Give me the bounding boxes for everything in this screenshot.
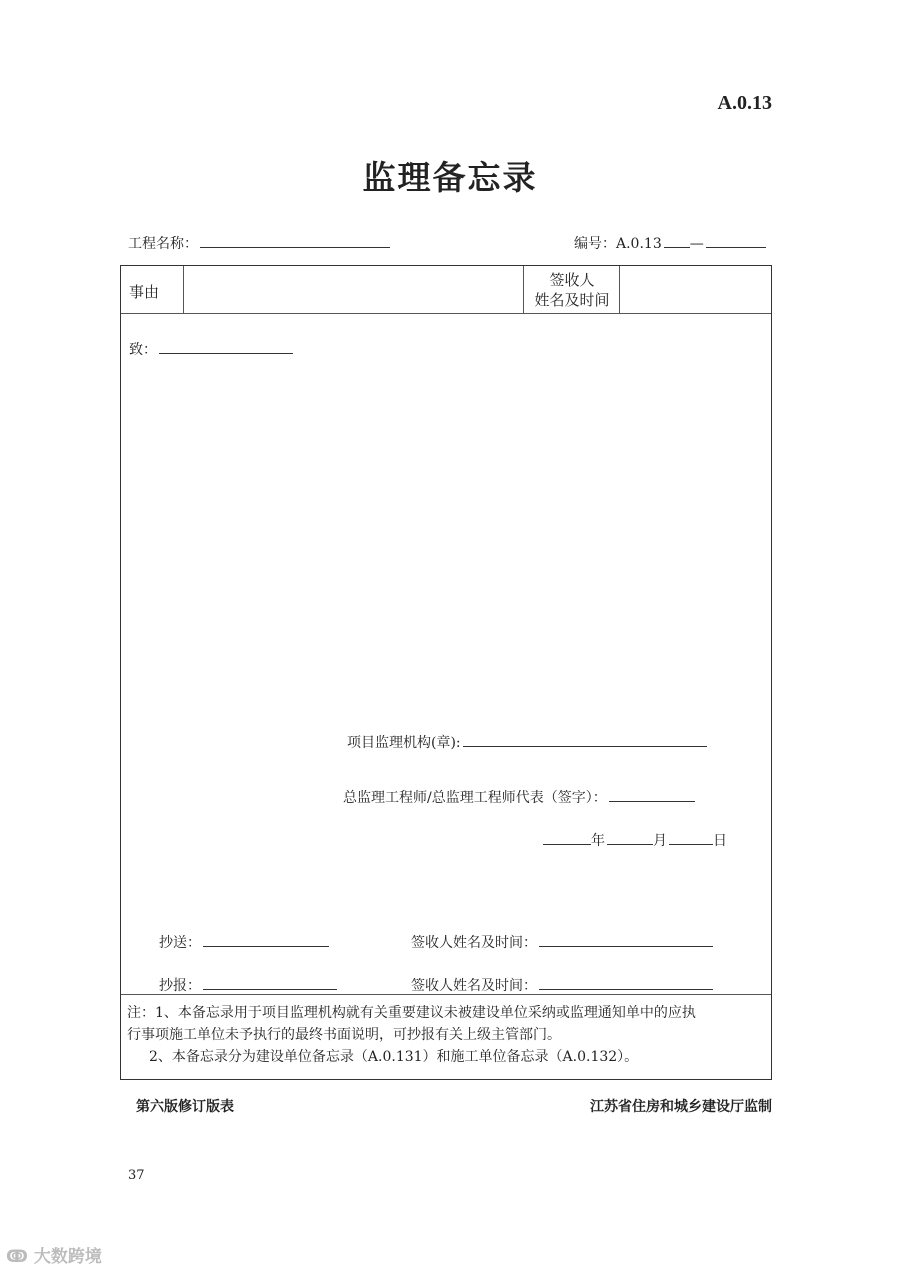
sign-header	[525, 270, 619, 310]
report-row	[159, 975, 337, 995]
note-line-3: 2、本备忘录分为建设单位备忘录（A.0.131）和施工单位备忘录（A.0.132）。	[149, 1049, 639, 1065]
month-field[interactable]	[607, 830, 653, 845]
divider	[121, 994, 771, 995]
form-number-label: 编号：A.0.13	[574, 236, 662, 252]
project-name-field[interactable]	[200, 233, 390, 248]
form-number-row	[574, 233, 766, 253]
engineer-row	[343, 787, 695, 807]
watermark	[6, 1242, 102, 1267]
cc-field[interactable]	[203, 932, 329, 947]
receiver-label-2: 签收人姓名及时间：	[411, 978, 537, 994]
engineer-signature-field[interactable]	[609, 787, 695, 802]
divider	[121, 313, 771, 314]
notes	[127, 1002, 767, 1068]
form-number-field-1[interactable]	[664, 233, 690, 248]
form-number-dash: —	[689, 236, 704, 252]
receiver-row-2	[411, 975, 713, 995]
receiver-field-1[interactable]	[539, 932, 713, 947]
sign-field[interactable]	[621, 267, 769, 312]
to-field[interactable]	[159, 339, 293, 354]
cc-row	[159, 932, 329, 952]
footer-issuer: 江苏省住房和城乡建设厅监制	[590, 1099, 772, 1115]
report-field[interactable]	[203, 975, 337, 990]
receiver-label-1: 签收人姓名及时间：	[411, 935, 537, 951]
project-name-label: 工程名称：	[128, 236, 198, 252]
form-number-field-2[interactable]	[706, 233, 766, 248]
watermark-icon: ↂ	[6, 1247, 28, 1267]
to-row	[129, 339, 293, 359]
page-title: 监理备忘录	[362, 158, 538, 197]
reason-field[interactable]	[185, 267, 521, 312]
date-row	[541, 830, 727, 850]
note-line-2: 行事项施工单位未予执行的最终书面说明，可抄报有关上级主管部门。	[127, 1027, 561, 1043]
cc-label: 抄送：	[159, 935, 201, 951]
year-field[interactable]	[543, 830, 591, 845]
divider	[523, 266, 524, 314]
org-row	[347, 732, 707, 752]
memo-form-table	[120, 265, 772, 1080]
footer-edition: 第六版修订版表	[136, 1099, 234, 1115]
divider	[619, 266, 620, 314]
org-seal-field[interactable]	[463, 732, 707, 747]
watermark-text: 大数跨境	[33, 1247, 102, 1267]
to-label: 致：	[129, 342, 157, 358]
reason-label: 事由	[129, 283, 160, 301]
month-label: 月	[653, 833, 667, 849]
divider	[183, 266, 184, 314]
receiver-row-1	[411, 932, 713, 952]
org-label: 项目监理机构(章):	[347, 735, 461, 751]
receiver-field-2[interactable]	[539, 975, 713, 990]
note-line-1: 注：1、本备忘录用于项目监理机构就有关重要建议未被建设单位采纳或监理通知单中的应执	[127, 1005, 696, 1021]
report-label: 抄报：	[159, 978, 201, 994]
engineer-label: 总监理工程师/总监理工程师代表（签字）：	[343, 790, 607, 806]
day-label: 日	[713, 833, 727, 849]
form-code: A.0.13	[717, 92, 772, 114]
page-number: 37	[128, 1168, 145, 1183]
sign-header-line2: 姓名及时间	[534, 291, 610, 309]
project-name-row	[128, 233, 390, 253]
day-field[interactable]	[669, 830, 713, 845]
memo-content-area[interactable]	[127, 366, 763, 716]
sign-header-line1: 签收人	[549, 271, 595, 289]
year-label: 年	[591, 833, 605, 849]
